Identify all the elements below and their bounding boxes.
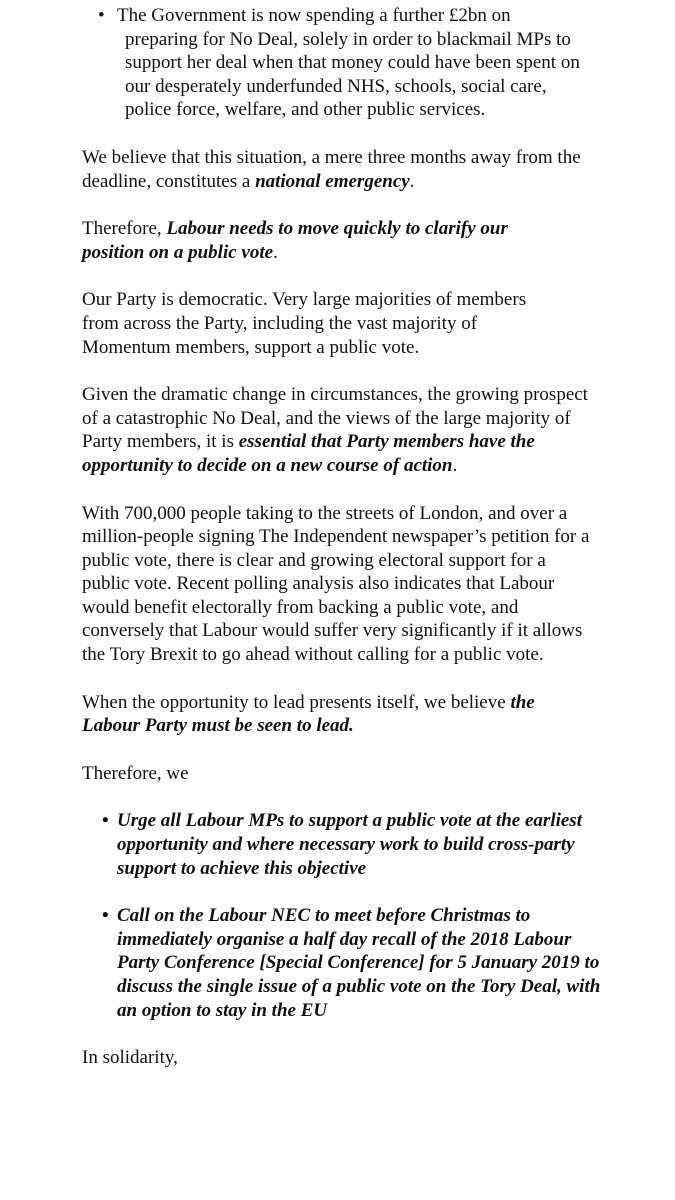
bullet-text: Call on the Labour NEC to meet before Christmas to immediately organise a half day recall of the 2018 Labour Party Conference [Special Conference] for 5 January 2019 to discuss the single issue of a public vote on the Tory Deal, with an option to stay in the EU (117, 905, 601, 1021)
paragraph-text: We believe that this situation, a mere three months away from the deadline, constitutes a (82, 146, 581, 192)
bullet-marker: • (102, 810, 109, 832)
bullet-marker: • (98, 5, 105, 26)
paragraph-streets-of-london (82, 502, 594, 667)
paragraph-text-end: . (273, 241, 278, 263)
bullet-continued-text: preparing for No Deal, solely in order to blackmail MPs to support her deal when that money could have been spent on our desperately underfunded NHS, schools, social care, police force, welfare, and other public services. (125, 28, 580, 121)
bullet-first-line: The Government is now spending a further £2bn on (117, 5, 511, 26)
paragraph-text: When the opportunity to lead presents itself, we believe (82, 691, 511, 713)
emphasis-text: national emergency (255, 170, 410, 192)
paragraph-text-end: . (409, 170, 415, 192)
emphasis-text: the Labour Party must be seen to lead. (82, 691, 535, 737)
paragraph-text: Therefore, we (82, 762, 189, 784)
emphasis-text: Labour needs to move quickly to clarify our position on a public vote (82, 218, 508, 263)
emphasis-text: essential that Party members have the opportunity to decide on a new course of action (82, 431, 535, 476)
paragraph-text: With 700,000 people taking to the streets of London, and over a million-people signing The Independent newspaper’s petition for a public vote, there is clear and growing electoral support for a public vote. Recent polling analysis also indicates that Labour would benefit electorally from backing a public vote, and conversely that Labour would suffer very significantly if it allows the Tory Brexit to go ahead without calling for a public vote. (82, 502, 590, 666)
paragraph-move-quickly (82, 217, 562, 264)
paragraph-text-end: . (452, 454, 458, 476)
bullet-list-item-urge-mps (102, 809, 602, 880)
letter-page (82, 4, 642, 1070)
bullet-marker: • (102, 905, 109, 927)
closing-text: In solidarity, (82, 1047, 178, 1069)
paragraph-lead (82, 691, 582, 738)
paragraph-party-democratic (82, 288, 562, 359)
paragraph-therefore-we (82, 762, 642, 786)
paragraph-text: Given the dramatic change in circumstances, the growing prospect of a catastrophic No Deal, and the views of the large majority of Party members, it is (82, 384, 588, 453)
bullet-list-item-spending (98, 4, 597, 122)
paragraph-national-emergency (82, 146, 612, 193)
paragraph-circumstances (82, 383, 597, 477)
closing-salutation (82, 1046, 642, 1070)
paragraph-text: Therefore, (82, 218, 167, 240)
bullet-text: Urge all Labour MPs to support a public vote at the earliest opportunity and where necessary work to build cross-party support to achieve this objective (117, 810, 582, 879)
paragraph-text: Our Party is democratic. Very large majorities of members from across the Party, including the vast majority of Momentum members, support a public vote. (82, 289, 527, 358)
bullet-list-item-call-on-nec (102, 904, 602, 1022)
